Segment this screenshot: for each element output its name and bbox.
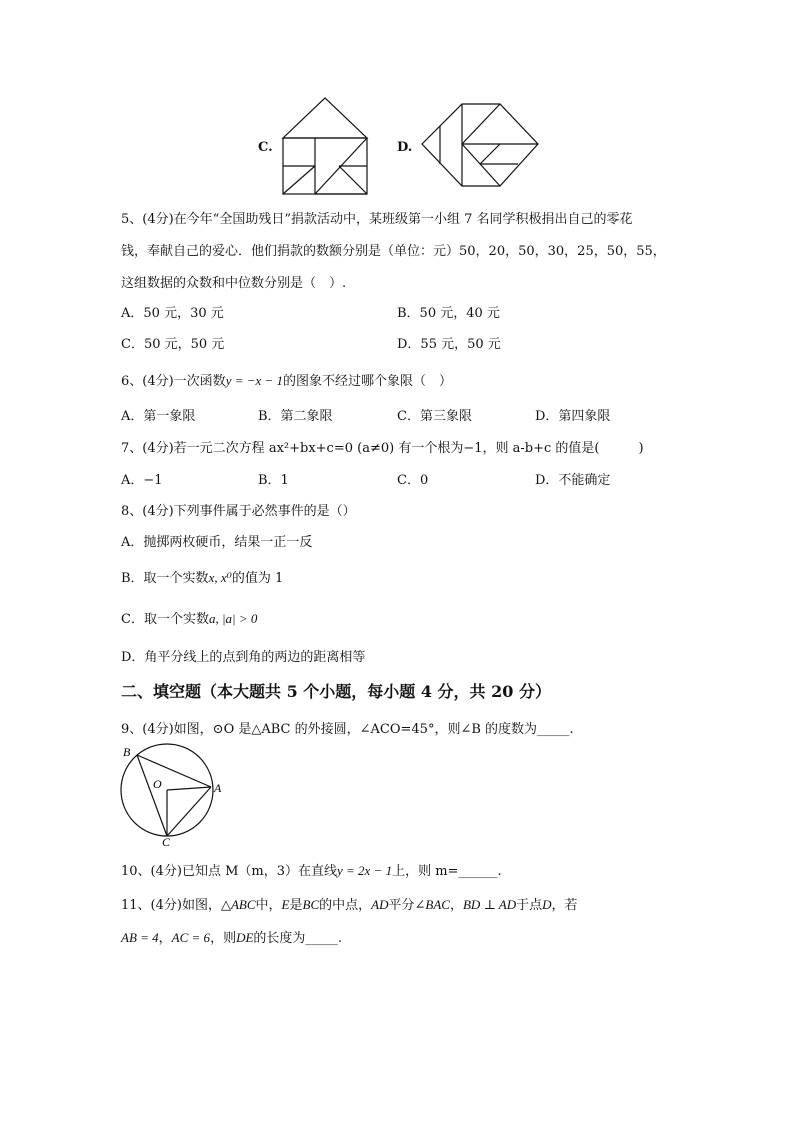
figure-d-tangram bbox=[420, 102, 540, 188]
q11-text-11: 的长度为_____. bbox=[253, 931, 343, 946]
q7-option-a: A．−1 bbox=[121, 473, 163, 488]
q6-formula: y = −x − 1 bbox=[225, 373, 284, 388]
q11-text-2: 中， bbox=[255, 898, 282, 913]
q5-stem-line2: 钱，奉献自己的爱心．他们捐款的数额分别是（单位：元）50，20，50，30，25，50，55， bbox=[121, 244, 666, 259]
section-2-title: 二、填空题（本大题共 5 个小题，每小题 4 分，共 20 分） bbox=[121, 682, 551, 701]
q7-option-b: B．1 bbox=[258, 473, 289, 488]
q9-label-b: B bbox=[123, 745, 131, 759]
q9-circle-diagram bbox=[115, 742, 225, 847]
q8-option-b-math: x, x⁰ bbox=[208, 570, 232, 585]
q5-option-b: B．50 元，40 元 bbox=[397, 306, 500, 321]
q10-formula: y = 2x − 1 bbox=[337, 863, 393, 878]
q11-stem-line2 bbox=[121, 927, 342, 946]
q5-stem-line1: 5、(4分)在今年“全国助残日”捐款活动中，某班级第一小组 7 名同学积极捐出自己的零花 bbox=[121, 212, 633, 227]
q11-text-7: 于点 bbox=[516, 898, 543, 913]
q8-option-b-prefix: B．取一个实数 bbox=[121, 571, 209, 586]
q11-ac-value: AC = 6 bbox=[171, 930, 211, 945]
q6-prefix: 6、(4分)一次函数 bbox=[121, 374, 226, 389]
q6-option-d: D．第四象限 bbox=[535, 409, 611, 424]
q8-option-c-math: a, |a| > 0 bbox=[208, 611, 258, 626]
q8-option-b bbox=[121, 567, 283, 586]
q8-option-c-prefix: C．取一个实数 bbox=[121, 612, 209, 627]
q11-point-e: E bbox=[281, 897, 290, 912]
q11-segment-ad: AD bbox=[371, 897, 389, 912]
q6-option-b: B．第二象限 bbox=[258, 409, 333, 424]
q8-stem: 8、(4分)下列事件属于必然事件的是（） bbox=[121, 504, 356, 519]
q9-stem: 9、(4分)如图，⊙O 是△ABC 的外接圆，∠ACO=45°，则∠B 的度数为_____. bbox=[121, 722, 574, 737]
q11-text-6: ， bbox=[449, 898, 463, 913]
q11-text-1: 11、(4分)如图， bbox=[121, 898, 221, 913]
q10-suffix: 上，则 m=______. bbox=[392, 864, 502, 879]
q6-option-c: C．第三象限 bbox=[397, 409, 472, 424]
figure-c-label: C. bbox=[258, 140, 273, 155]
q11-stem-line1 bbox=[121, 894, 578, 913]
figure-c-tangram bbox=[281, 96, 373, 196]
q11-text-3: 是 bbox=[289, 898, 303, 913]
q11-text-9: ， bbox=[158, 931, 172, 946]
q7-stem: 7、(4分)若一元二次方程 ax²+bx+c=0 (a≠0) 有一个根为−1，则 a-b+c 的值是( ) bbox=[121, 441, 644, 456]
q8-option-c bbox=[121, 608, 257, 627]
q5-option-d: D．55 元，50 元 bbox=[397, 337, 501, 352]
q11-segment-bc: BC bbox=[302, 897, 320, 912]
q11-ab-value: AB = 4 bbox=[121, 930, 159, 945]
q11-triangle: △ABC bbox=[220, 897, 256, 912]
q8-option-b-suffix: 的值为 1 bbox=[231, 571, 284, 586]
q11-perpendicular: BD ⊥ AD bbox=[462, 897, 517, 912]
q6-stem bbox=[121, 370, 452, 389]
q9-label-o: O bbox=[153, 777, 162, 791]
q11-text-10: ，则 bbox=[210, 931, 237, 946]
q11-segment-de: DE bbox=[236, 930, 254, 945]
q11-angle-bac: ∠BAC bbox=[414, 897, 450, 912]
q11-point-d: D bbox=[542, 897, 552, 912]
q10-stem bbox=[121, 860, 502, 879]
q9-label-a: A bbox=[214, 781, 222, 795]
q6-option-a: A．第一象限 bbox=[121, 409, 196, 424]
q7-option-d: D．不能确定 bbox=[535, 473, 611, 488]
q8-option-a: A．抛掷两枚硬币，结果一正一反 bbox=[121, 535, 313, 550]
figure-d-label: D. bbox=[397, 140, 413, 155]
q5-option-a: A．50 元，30 元 bbox=[121, 306, 224, 321]
q9-label-c: C bbox=[162, 835, 171, 847]
q8-option-d: D．角平分线上的点到角的两边的距离相等 bbox=[121, 650, 366, 665]
q11-text-5: 平分 bbox=[388, 898, 415, 913]
q10-prefix: 10、(4分)已知点 M（m，3）在直线 bbox=[121, 864, 337, 879]
q6-suffix: 的图象不经过哪个象限（ ） bbox=[283, 374, 453, 389]
q7-option-c: C．0 bbox=[397, 473, 429, 488]
q5-option-c: C．50 元，50 元 bbox=[121, 337, 225, 352]
q11-text-8: ，若 bbox=[551, 898, 578, 913]
q11-text-4: 的中点， bbox=[319, 898, 372, 913]
q5-stem-line3: 这组数据的众数和中位数分别是（ ）. bbox=[121, 276, 347, 291]
